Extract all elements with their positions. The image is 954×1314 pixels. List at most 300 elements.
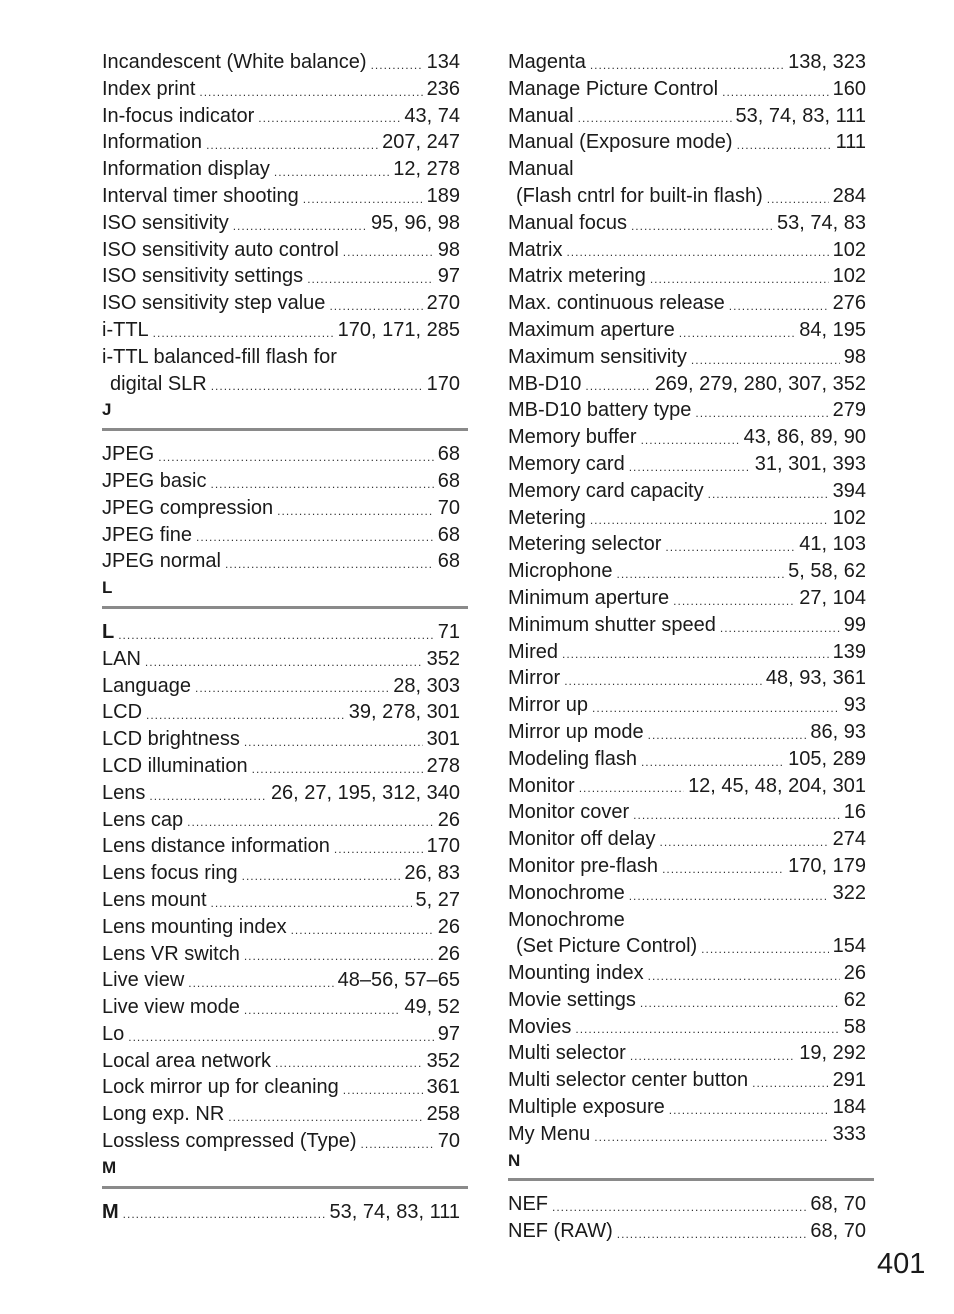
index-entry: [102, 263, 460, 290]
index-entry: [102, 441, 460, 468]
page-references: 68, 70: [810, 1193, 866, 1216]
index-term: Interval timer shooting: [102, 184, 299, 207]
dot-leader: [371, 54, 423, 76]
dot-leader: [752, 1072, 829, 1094]
index-entry: [508, 103, 866, 130]
page-references: 26, 27, 195, 312, 340: [270, 781, 460, 804]
page-references: 111: [835, 131, 866, 154]
index-term: Magenta: [508, 51, 586, 73]
page-references: 28, 303: [393, 674, 460, 697]
index-entry: [102, 76, 460, 103]
index-entry: [508, 76, 866, 103]
page-references: 26: [843, 962, 866, 985]
page-references: 184: [832, 1096, 866, 1119]
index-term: JPEG fine: [102, 523, 193, 546]
page-references: 279: [832, 399, 866, 422]
dot-leader: [566, 241, 828, 263]
index-term: Matrix: [508, 238, 563, 261]
dot-leader: [228, 1106, 422, 1128]
index-term: Multi selector center button: [508, 1069, 749, 1092]
dot-leader: [334, 838, 423, 860]
section-letter: J: [102, 400, 112, 420]
index-entry: [508, 558, 866, 585]
index-term: JPEG compression: [102, 496, 274, 519]
index-term: LCD brightness: [102, 728, 240, 751]
index-term: Lens focus ring: [102, 862, 238, 885]
index-entry: [508, 49, 866, 76]
index-term: Live view mode: [102, 996, 240, 1019]
index-term: Information: [102, 131, 203, 154]
index-term: Information display: [102, 158, 270, 181]
page-references: 70: [437, 496, 460, 519]
dot-leader: [146, 704, 345, 726]
dot-leader: [211, 892, 412, 914]
page-references: 31, 301, 393: [754, 452, 866, 475]
page-references: 134: [426, 51, 460, 73]
dot-leader: [145, 651, 423, 673]
section-letter: N: [508, 1150, 521, 1170]
index-entry: [102, 548, 460, 575]
index-term: Local area network: [102, 1049, 271, 1072]
page-references: 93: [843, 694, 866, 717]
page-references: 26: [437, 915, 460, 938]
index-entry: [508, 585, 866, 612]
dot-leader: [629, 885, 829, 907]
dot-leader: [552, 1196, 806, 1218]
page-references: 284: [832, 184, 866, 207]
page-references: 5, 58, 62: [788, 560, 866, 583]
index-entry-heading: [508, 156, 866, 183]
page-references: 26, 83: [404, 862, 460, 885]
page-references: 62: [843, 988, 866, 1011]
dot-leader: [244, 731, 423, 753]
index-entry: [102, 495, 460, 522]
index-entry: [102, 699, 460, 726]
dot-leader: [187, 811, 434, 833]
page-references: 97: [437, 1022, 460, 1045]
index-entry: [508, 129, 866, 156]
index-term: Lossless compressed (Type): [102, 1130, 357, 1153]
dot-leader: [737, 134, 832, 156]
index-entry: [102, 619, 460, 646]
index-term: Metering: [508, 506, 586, 529]
dot-leader: [158, 446, 434, 468]
dot-leader: [291, 919, 434, 941]
page-references: 53, 74, 83, 111: [735, 104, 866, 127]
index-term: Lens cap: [102, 808, 184, 831]
dot-leader: [592, 697, 840, 719]
page-references: 48–56, 57–65: [337, 969, 460, 992]
index-term: Long exp. NR: [102, 1103, 225, 1126]
index-term: NEF (RAW): [508, 1220, 613, 1243]
page-references: 170: [426, 372, 460, 395]
index-entry: [508, 880, 866, 907]
index-term: Memory buffer: [508, 426, 637, 449]
index-entry: [102, 967, 460, 994]
dot-leader: [329, 295, 422, 317]
index-term: M: [102, 1200, 119, 1223]
index-entry: [508, 237, 866, 264]
index-entry: [102, 237, 460, 264]
index-entry: [102, 914, 460, 941]
index-entry: [508, 773, 866, 800]
dot-leader: [641, 429, 740, 451]
page-references: 352: [426, 1049, 460, 1072]
page-references: 39, 278, 301: [348, 701, 460, 724]
index-term: ISO sensitivity auto control: [102, 238, 339, 261]
index-entry: [508, 826, 866, 853]
index-entry: [102, 522, 460, 549]
dot-leader: [701, 938, 828, 960]
dot-leader: [244, 999, 401, 1021]
dot-leader: [242, 865, 401, 887]
index-term: JPEG basic: [102, 469, 207, 492]
page-references: 278: [426, 754, 460, 777]
page-references: 333: [832, 1122, 866, 1145]
page-references: 170, 171, 285: [337, 318, 460, 341]
page-references: 12, 278: [393, 158, 460, 181]
index-term: Manage Picture Control: [508, 77, 719, 100]
dot-leader: [767, 188, 829, 210]
page-references: 394: [832, 479, 866, 502]
dot-leader: [617, 1223, 807, 1245]
index-term: Maximum sensitivity: [508, 345, 687, 368]
page-references: 27, 104: [799, 586, 866, 609]
index-entry: [102, 673, 460, 700]
index-term: Monitor: [508, 774, 575, 797]
dot-leader: [729, 295, 829, 317]
index-entry: [102, 183, 460, 210]
index-term: Manual: [508, 104, 574, 127]
index-term: MB-D10: [508, 372, 582, 395]
page-references: 102: [832, 265, 866, 288]
index-term: ISO sensitivity step value: [102, 292, 326, 315]
dot-leader: [695, 402, 828, 424]
index-entry-heading: [508, 907, 866, 934]
dot-leader: [633, 804, 840, 826]
index-entry: [102, 49, 460, 76]
dot-leader: [274, 161, 389, 183]
index-term: JPEG: [102, 443, 155, 466]
index-term: Lens VR switch: [102, 942, 240, 965]
index-term: Manual: [508, 158, 574, 181]
index-term: LCD: [102, 701, 143, 724]
index-entry: [102, 210, 460, 237]
index-column-left: [102, 49, 460, 1225]
page-references: 207, 247: [382, 131, 460, 154]
dot-leader: [629, 456, 751, 478]
dot-leader: [648, 965, 840, 987]
index-term: i-TTL balanced-fill flash for: [102, 345, 337, 368]
index-term: digital SLR: [110, 372, 207, 395]
index-entry: [102, 887, 460, 914]
section-divider: [102, 1186, 468, 1189]
index-term: Lens mounting index: [102, 915, 287, 938]
dot-leader: [722, 81, 829, 103]
page-references: 68: [437, 443, 460, 466]
page-references: 352: [426, 647, 460, 670]
index-entry: [508, 424, 866, 451]
dot-leader: [564, 670, 762, 692]
index-term: Lens mount: [102, 888, 207, 911]
index-term: Modeling flash: [508, 747, 637, 770]
index-term: Max. continuous release: [508, 292, 725, 315]
dot-leader: [361, 1133, 434, 1155]
index-term: Mounting index: [508, 962, 644, 985]
dot-leader: [617, 563, 785, 585]
index-entry: [102, 780, 460, 807]
page-references: 97: [437, 265, 460, 288]
index-entry: [102, 1074, 460, 1101]
index-term: Manual (Exposure mode): [508, 131, 733, 154]
index-entry: [508, 639, 866, 666]
index-entry: [508, 1218, 866, 1245]
index-entry: [508, 612, 866, 639]
index-term: Monitor pre-flash: [508, 854, 659, 877]
index-term: i-TTL: [102, 318, 149, 341]
dot-leader: [252, 758, 423, 780]
page-references: 102: [832, 506, 866, 529]
page-references: 84, 195: [799, 318, 866, 341]
index-entry: [508, 210, 866, 237]
index-term: MB-D10 battery type: [508, 399, 692, 422]
dot-leader: [303, 188, 423, 210]
page-references: 70: [437, 1130, 460, 1153]
page-references: 53, 74, 83, 111: [329, 1200, 460, 1223]
index-term: Memory card: [508, 452, 625, 475]
page-references: 361: [426, 1076, 460, 1099]
index-entry: [102, 129, 460, 156]
dot-leader: [195, 677, 389, 699]
dot-leader: [662, 858, 784, 880]
index-term: JPEG normal: [102, 550, 221, 573]
page-references: 26: [437, 942, 460, 965]
dot-leader: [210, 473, 433, 495]
index-term: Minimum aperture: [508, 586, 670, 609]
dot-leader: [123, 1203, 326, 1225]
index-term: L: [102, 620, 115, 643]
page-references: 16: [843, 801, 866, 824]
page-references: 270: [426, 292, 460, 315]
page-references: 68: [437, 523, 460, 546]
dot-leader: [641, 751, 784, 773]
dot-leader: [233, 215, 367, 237]
page-references: 43, 86, 89, 90: [743, 426, 866, 449]
index-term: Index print: [102, 77, 196, 100]
index-entry: [102, 1021, 460, 1048]
page-references: 236: [426, 77, 460, 100]
index-entry: [102, 290, 460, 317]
index-entry: [102, 994, 460, 1021]
page-references: 269, 279, 280, 307, 352: [654, 372, 866, 395]
page-references: 49, 52: [404, 996, 460, 1019]
page-references: 48, 93, 361: [765, 667, 866, 690]
dot-leader: [307, 268, 434, 290]
index-term: Movies: [508, 1015, 572, 1038]
dot-leader: [660, 831, 829, 853]
page-references: 105, 289: [788, 747, 866, 770]
index-entry: [508, 1191, 866, 1218]
dot-leader: [211, 375, 423, 397]
page-references: 68: [437, 550, 460, 573]
section-divider: [102, 428, 468, 431]
index-entry: [508, 344, 866, 371]
index-term: Incandescent (White balance): [102, 51, 367, 73]
index-term: Mirror up: [508, 694, 589, 717]
index-term: Manual focus: [508, 211, 627, 234]
index-entry: [102, 317, 460, 344]
index-entry: [102, 1048, 460, 1075]
dot-leader: [244, 945, 434, 967]
index-entry: [102, 941, 460, 968]
dot-leader: [562, 643, 829, 665]
index-entry: [508, 371, 866, 398]
index-entry: [508, 746, 866, 773]
index-entry: [102, 156, 460, 183]
index-term: Language: [102, 674, 191, 697]
index-entry: [508, 1121, 866, 1148]
page-references: 301: [426, 728, 460, 751]
index-term: Mirror up mode: [508, 720, 644, 743]
index-term: Live view: [102, 969, 185, 992]
section-letter: L: [102, 578, 113, 598]
page-references: 19, 292: [799, 1042, 866, 1065]
index-term: My Menu: [508, 1122, 591, 1145]
index-entry: [508, 799, 866, 826]
index-term: Microphone: [508, 560, 613, 583]
dot-leader: [650, 268, 829, 290]
index-term: In-focus indicator: [102, 104, 255, 127]
index-entry: [102, 860, 460, 887]
index-term: Mirror: [508, 667, 561, 690]
section-divider: [508, 1178, 874, 1181]
page-references: 102: [832, 238, 866, 261]
dot-leader: [196, 526, 434, 548]
index-term: Movie settings: [508, 988, 636, 1011]
page-references: 276: [832, 292, 866, 315]
page-references: 68: [437, 469, 460, 492]
page-references: 154: [832, 935, 866, 958]
dot-leader: [720, 617, 840, 639]
section-letter: M: [102, 1157, 117, 1177]
index-term: Monochrome: [508, 908, 625, 931]
dot-leader: [206, 134, 378, 156]
index-entry: [508, 1094, 866, 1121]
page-references: 274: [832, 828, 866, 851]
index-term: Lens: [102, 781, 146, 804]
index-entry: [102, 1199, 460, 1226]
page-references: 68, 70: [810, 1220, 866, 1243]
page-references: 5, 27: [415, 888, 460, 911]
index-entry-heading: [102, 344, 460, 371]
index-entry: [102, 646, 460, 673]
page-references: 291: [832, 1069, 866, 1092]
page-references: 322: [832, 881, 866, 904]
dot-leader: [665, 536, 795, 558]
index-term: (Set Picture Control): [516, 935, 698, 958]
dot-leader: [118, 624, 434, 646]
index-entry: [508, 719, 866, 746]
index-entry: [508, 451, 866, 478]
dot-leader: [679, 322, 796, 344]
page-references: 99: [843, 613, 866, 636]
index-term: Minimum shutter speed: [508, 613, 716, 636]
dot-leader: [343, 1079, 423, 1101]
index-entry: [102, 468, 460, 495]
index-term: Monitor cover: [508, 801, 630, 824]
index-entry: [508, 478, 866, 505]
index-entry: [508, 987, 866, 1014]
page-references: 95, 96, 98: [371, 211, 460, 234]
index-entry: [508, 1067, 866, 1094]
index-entry: [508, 665, 866, 692]
index-term: Lo: [102, 1022, 125, 1045]
page-references: 98: [843, 345, 866, 368]
index-term: Mired: [508, 640, 559, 663]
dot-leader: [578, 107, 732, 129]
dot-leader: [153, 322, 334, 344]
page-references: 41, 103: [799, 533, 866, 556]
index-entry: [508, 290, 866, 317]
dot-leader: [673, 590, 795, 612]
index-entry: [508, 933, 866, 960]
dot-leader: [631, 215, 773, 237]
page-references: 138, 323: [788, 51, 866, 73]
index-entry: [508, 531, 866, 558]
index-entry: [102, 833, 460, 860]
index-entry: [102, 753, 460, 780]
dot-leader: [590, 509, 829, 531]
index-entry: [508, 1040, 866, 1067]
index-entry: [508, 317, 866, 344]
page-references: 258: [426, 1103, 460, 1126]
index-entry: [508, 397, 866, 424]
index-entry: [508, 263, 866, 290]
index-term: LCD illumination: [102, 754, 248, 777]
dot-leader: [708, 483, 829, 505]
dot-leader: [128, 1026, 434, 1048]
dot-leader: [575, 1018, 839, 1040]
index-term: Lock mirror up for cleaning: [102, 1076, 339, 1099]
index-entry: [102, 1128, 460, 1155]
page-references: 139: [832, 640, 866, 663]
page-references: 170: [426, 835, 460, 858]
dot-leader: [258, 107, 400, 129]
dot-leader: [188, 972, 333, 994]
index-term: Metering selector: [508, 533, 662, 556]
page-references: 26: [437, 808, 460, 831]
dot-leader: [225, 553, 434, 575]
page-references: 98: [437, 238, 460, 261]
index-term: Memory card capacity: [508, 479, 704, 502]
index-term: LAN: [102, 647, 141, 670]
dot-leader: [277, 500, 434, 522]
dot-leader: [691, 349, 840, 371]
index-term: Monitor off delay: [508, 828, 656, 851]
page-references: 58: [843, 1015, 866, 1038]
page-references: 71: [437, 620, 460, 643]
dot-leader: [669, 1099, 829, 1121]
index-term: ISO sensitivity settings: [102, 265, 304, 288]
index-term: (Flash cntrl for built-in flash): [516, 184, 763, 207]
index-term: NEF: [508, 1193, 548, 1216]
page-references: 170, 179: [788, 854, 866, 877]
index-entry: [102, 371, 460, 398]
dot-leader: [275, 1052, 423, 1074]
index-entry: [508, 692, 866, 719]
page-references: 86, 93: [810, 720, 866, 743]
index-term: Matrix metering: [508, 265, 646, 288]
